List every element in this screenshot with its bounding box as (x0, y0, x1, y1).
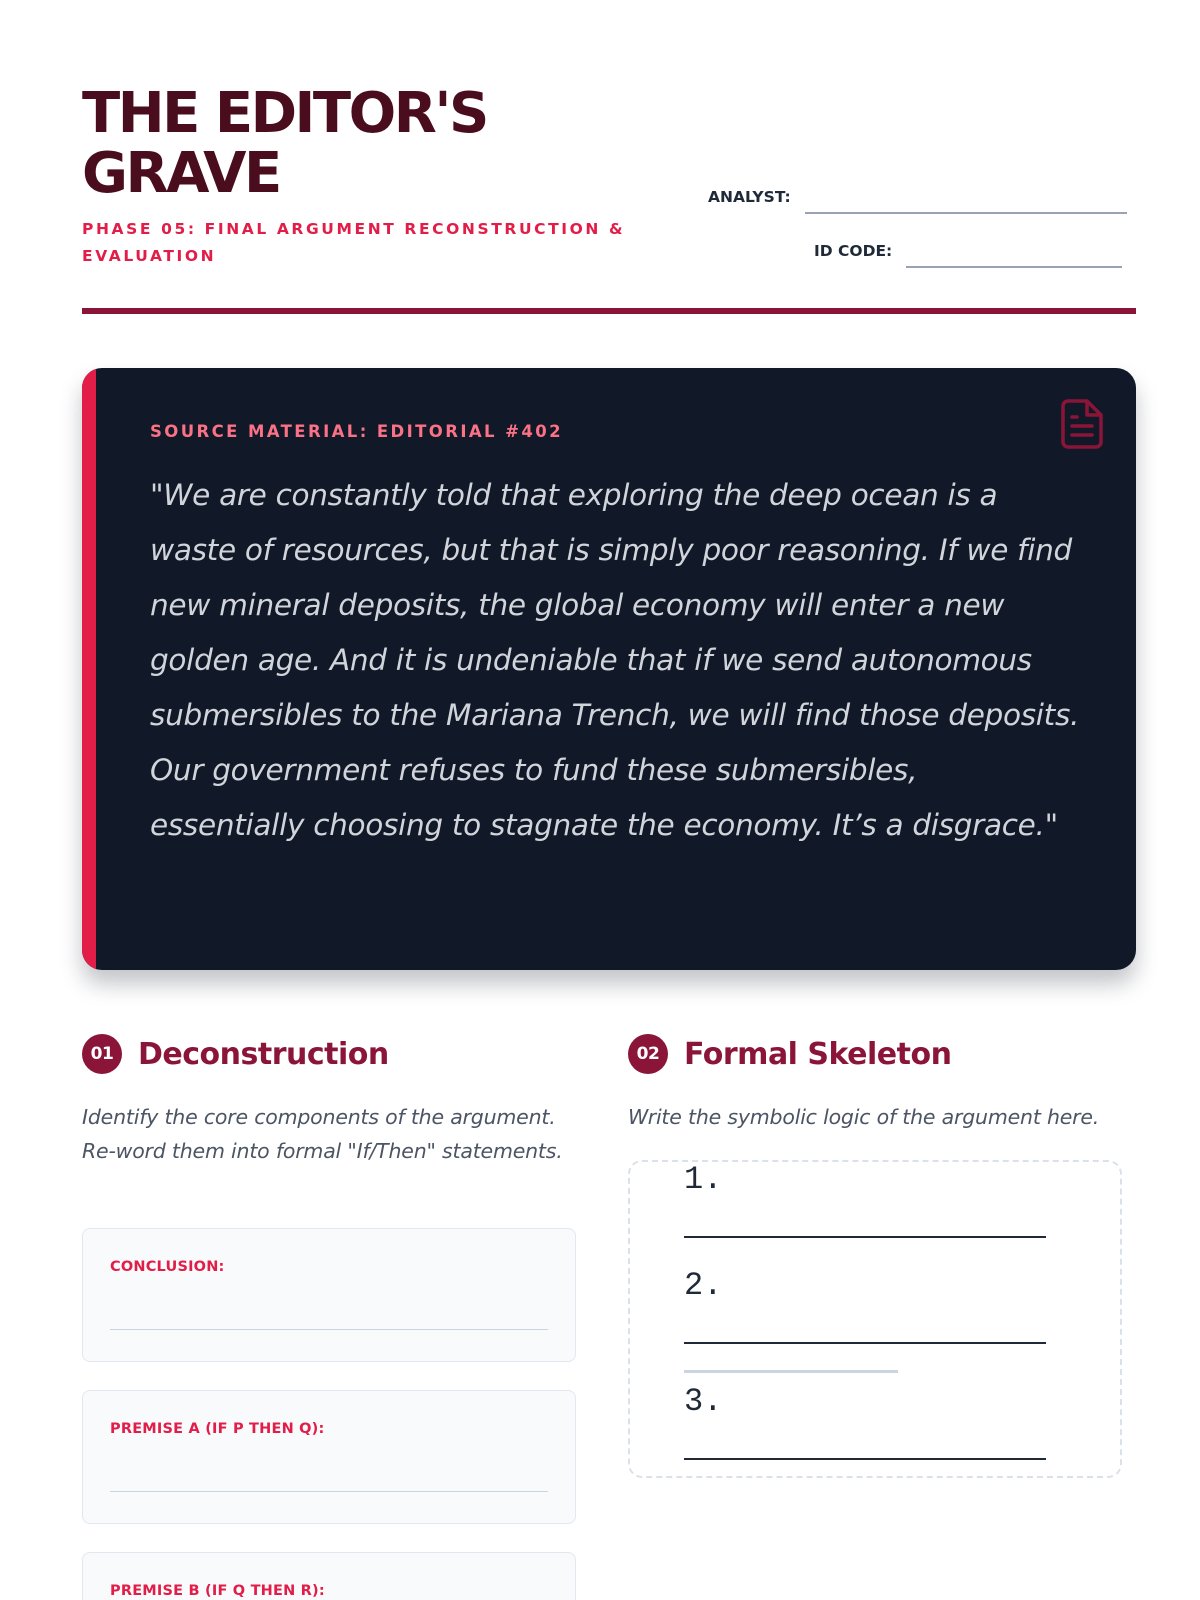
skeleton-line-1[interactable] (684, 1162, 1046, 1198)
conclusion-card[interactable] (82, 1228, 576, 1362)
writing-line[interactable] (684, 1458, 1046, 1460)
source-material-panel (82, 368, 1136, 970)
analyst-field[interactable] (708, 180, 1127, 214)
formal-skeleton-heading (628, 1032, 1138, 1076)
document-icon (1060, 398, 1104, 450)
deconstruction-section (82, 1032, 576, 1599)
id-code-field[interactable] (814, 234, 1122, 268)
premise-a-card[interactable] (82, 1390, 576, 1524)
formal-skeleton-section (628, 1032, 1138, 1420)
card-label: PREMISE B (IF Q THEN R): (110, 1583, 325, 1599)
analyst-label: ANALYST: (708, 188, 791, 206)
section-number-badge: 01 (82, 1034, 122, 1074)
skeleton-writing-area[interactable] (628, 1160, 1122, 1478)
header-divider (82, 308, 1136, 314)
section-description: Identify the core components of the argument. Re-word them into formal "If/Then" statements. (82, 1105, 563, 1163)
section-number-badge: 02 (628, 1034, 668, 1074)
writing-line[interactable] (684, 1342, 1046, 1344)
page-title: THE EDITOR'S GRAVE (82, 81, 487, 206)
line-number: 1. (684, 1161, 723, 1198)
source-label: SOURCE MATERIAL: EDITORIAL #402 (150, 422, 563, 441)
skeleton-line-3[interactable] (684, 1384, 1046, 1420)
section-description: Write the symbolic logic of the argument here. (628, 1105, 1100, 1129)
card-label: PREMISE A (IF P THEN Q): (110, 1421, 325, 1437)
writing-line[interactable] (110, 1491, 548, 1492)
line-number: 2. (684, 1267, 723, 1304)
section-title: Formal Skeleton (684, 1036, 952, 1072)
skeleton-line-2[interactable] (684, 1268, 1046, 1304)
card-label: CONCLUSION: (110, 1259, 225, 1275)
id-code-input-line[interactable] (906, 234, 1122, 268)
source-accent-bar (82, 368, 96, 970)
writing-line[interactable] (110, 1329, 548, 1330)
page-subtitle: PHASE 05: FINAL ARGUMENT RECONSTRUCTION & EVALUATION (82, 220, 626, 265)
id-code-label: ID CODE: (814, 242, 893, 260)
separator-line (684, 1370, 898, 1373)
premise-b-card[interactable] (82, 1552, 576, 1600)
source-quote: "We are constantly told that exploring the deep ocean is a waste of resources, but that is simply poor reasoning. If we find new mineral deposits, the global economy will enter a new golden age. And it is undeniable that if we send autonomous submersibles to the Mariana Trench, we will find those deposits. Our government refuses to fund these submersibles, essentially choosing to stagnate the economy. It’s a disgrace." (150, 478, 1080, 842)
page-header (82, 81, 1136, 316)
line-number: 3. (684, 1383, 723, 1420)
deconstruction-heading (82, 1032, 576, 1076)
analyst-input-line[interactable] (805, 180, 1127, 214)
writing-line[interactable] (684, 1236, 1046, 1238)
section-title: Deconstruction (138, 1036, 389, 1072)
